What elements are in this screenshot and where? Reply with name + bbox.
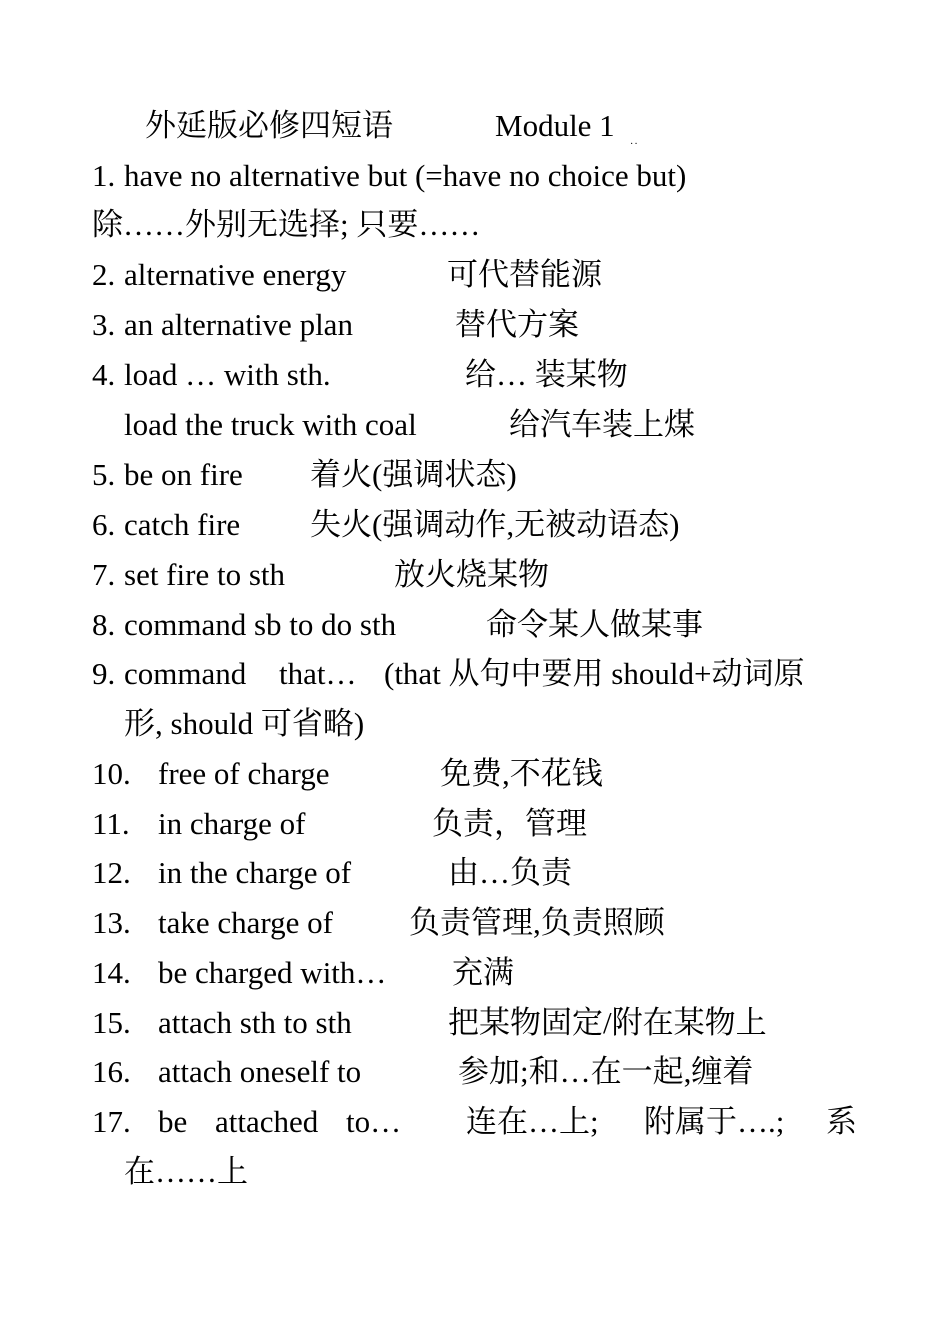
item-number: 15. (92, 1005, 131, 1040)
item-chinese: 把某物固定/附在某物上 (448, 1005, 767, 1040)
item-number: 11. (92, 806, 130, 841)
page-title (145, 104, 615, 148)
item-chinese: 在……上 (124, 1154, 248, 1189)
item-number: 9. (92, 656, 116, 691)
item-english: load … with sth. (124, 357, 331, 392)
item-number: 13. (92, 905, 131, 940)
item-number: 1. (92, 158, 116, 193)
dots-mark: ·· (630, 139, 639, 150)
title-module: Module 1 (495, 108, 615, 143)
item-chinese: 除……外别无选择; 只要…… (92, 207, 481, 242)
item-english: in the charge of (158, 855, 352, 890)
item-chinese: 由…负责 (448, 855, 572, 890)
item-number: 14. (92, 955, 131, 990)
item-english-part-2: that… (279, 656, 357, 691)
item-chinese: 负责管理,负责照顾 (409, 905, 665, 940)
item-english: an alternative plan (124, 307, 353, 342)
item-english: in charge of (158, 806, 306, 841)
item-number: 12. (92, 855, 131, 890)
item-english-part-2: attached (215, 1104, 319, 1139)
item-english: free of charge (158, 756, 330, 791)
item-english: load the truck with coal (124, 407, 417, 442)
item-english: catch fire (124, 507, 241, 542)
item-chinese-part-3: 系 (826, 1104, 857, 1139)
item-english-part-3: to… (346, 1104, 402, 1139)
item-english-part-1: command (124, 656, 247, 691)
item-number: 8. (92, 607, 116, 642)
item-number: 16. (92, 1054, 131, 1089)
item-chinese: 给… 装某物 (465, 357, 628, 392)
item-english: attach sth to sth (158, 1005, 352, 1040)
item-chinese: 放火烧某物 (394, 557, 549, 592)
item-chinese-part-1: 连在…上; (466, 1104, 599, 1139)
item-english: set fire to sth (124, 557, 285, 592)
item-chinese: 给汽车装上煤 (509, 407, 695, 442)
phrase-item-17 (92, 1100, 858, 1144)
item-chinese: 着火(强调状态) (310, 457, 517, 492)
item-chinese: 负责，管理 (432, 806, 587, 841)
item-number: 5. (92, 457, 116, 492)
title-chinese: 外延版必修四短语 (145, 108, 393, 143)
item-english: be charged with… (158, 955, 387, 990)
item-english: be on fire (124, 457, 243, 492)
item-chinese-part-2: 附属于….; (644, 1104, 785, 1139)
item-chinese: 替代方案 (455, 307, 579, 342)
item-chinese: 免费,不花钱 (440, 756, 603, 791)
item-english: take charge of (158, 905, 333, 940)
item-number: 3. (92, 307, 116, 342)
item-number: 10. (92, 756, 131, 791)
item-english-part-3: (that 从句中要用 should+动词原 (384, 656, 805, 691)
item-number: 2. (92, 257, 116, 292)
item-english: 形, should 可省略) (124, 706, 365, 741)
item-english-part-1: be (158, 1104, 188, 1139)
item-chinese: 充满 (452, 955, 514, 990)
item-number: 4. (92, 357, 116, 392)
item-chinese: 可代替能源 (447, 257, 602, 292)
item-chinese: 失火(强调动作,无被动语态) (310, 507, 680, 542)
item-english: have no alternative but (=have no choice but) (124, 158, 687, 193)
item-chinese: 参加;和…在一起,缠着 (458, 1054, 754, 1089)
item-number: 6. (92, 507, 116, 542)
item-number: 7. (92, 557, 116, 592)
item-english: attach oneself to (158, 1054, 362, 1089)
item-english: command sb to do sth (124, 607, 397, 642)
item-chinese: 命令某人做某事 (486, 607, 703, 642)
item-number: 17. (92, 1104, 131, 1139)
item-english: alternative energy (124, 257, 347, 292)
